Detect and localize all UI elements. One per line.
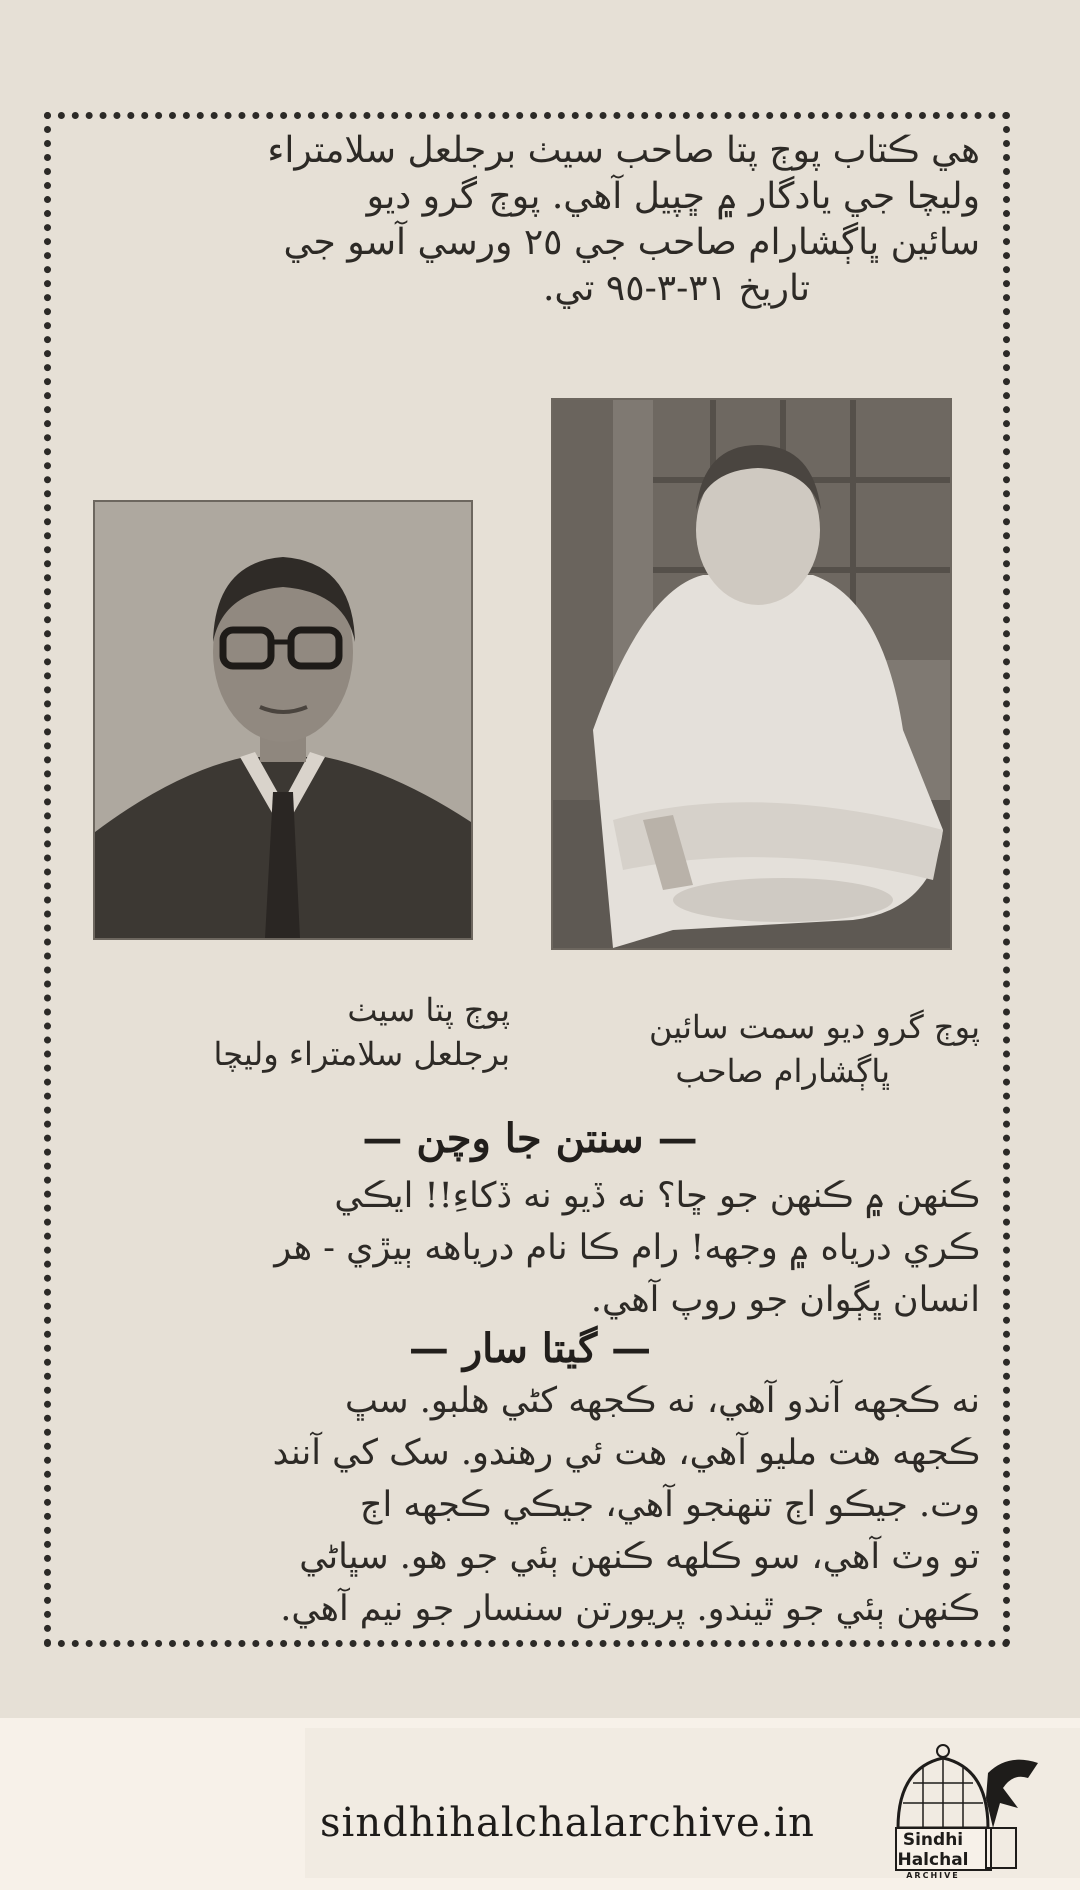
seated-saint-illustration — [553, 400, 950, 948]
saints-words-paragraph — [80, 1170, 980, 1326]
logo-text-line: Halchal — [897, 1850, 969, 1870]
logo-text-line: ARCHIVE — [906, 1871, 960, 1880]
paragraph-line: نه ڪجهه آندو آهي، نه ڪجهه کڻي هلبو. سڀ — [344, 1381, 980, 1421]
gita-saar-paragraph — [80, 1375, 980, 1635]
intro-line: وليچا جي يادگار ۾ ڇپيل آهي. پوڄ گرو ديو — [366, 176, 980, 217]
logo-text-line: Sindhi — [902, 1830, 964, 1850]
paragraph-line: ڪنهن ۾ ڪنهن جو ڇا؟ نه ڏيو نه ڏکاءِ!! ايڪي — [334, 1176, 980, 1216]
paragraph-line: وت. جيڪو اڄ تنهنجو آهي، جيڪي ڪجهه اڄ — [359, 1485, 980, 1525]
section-heading-saints-words: — سنتن جا وچن — — [362, 1115, 698, 1162]
paragraph-line: ڪجهه هت مليو آهي، هت ئي رهندو. سک کي آنند — [272, 1433, 980, 1473]
portrait-photo-right — [551, 398, 952, 950]
caption-right-line: پوڄ گرو ديو سمت سائين — [648, 1008, 980, 1046]
paragraph-line: انسان ڀڳوان جو روپ آهي. — [590, 1280, 980, 1320]
caption-left-line: پوڄ پتا سيٺ — [347, 991, 510, 1029]
paragraph-line: ڪنهن ٻئي جو ٿيندو. پريورتن سنسار جو نيم آهي. — [280, 1589, 980, 1629]
caption-right-line: ڀاڳشارام صاحب — [675, 1052, 890, 1090]
intro-line: هي ڪتاب پوڄ پتا صاحب سيٺ برجلعل سلامتراء — [267, 130, 980, 171]
intro-paragraph — [80, 128, 980, 312]
intro-line: سائين ڀاڳشارام صاحب جي ٢٥ ورسي آسو جي — [283, 222, 980, 263]
caption-left — [150, 988, 510, 1076]
archive-website-link[interactable]: sindhihalchalarchive.in — [320, 1800, 815, 1846]
caption-left-line: برجلعل سلامتراء وليچا — [213, 1035, 510, 1073]
portrait-photo-left — [93, 500, 473, 940]
man-with-glasses-illustration — [95, 502, 471, 938]
paragraph-line: تو وٽ آهي، سو ڪلهه ڪنهن ٻئي جو هو. سڀاڻي — [299, 1537, 980, 1577]
caption-right — [540, 1005, 980, 1093]
intro-line: تاريخ ٣١-٣-٩٥ تي. — [542, 268, 810, 309]
paragraph-line: ڪري درياه ۾ وجهه! رام ڪا نام درياهه ٻيڙي - هر — [274, 1228, 980, 1268]
section-heading-gita-saar: — گيتا سار — — [408, 1325, 652, 1372]
